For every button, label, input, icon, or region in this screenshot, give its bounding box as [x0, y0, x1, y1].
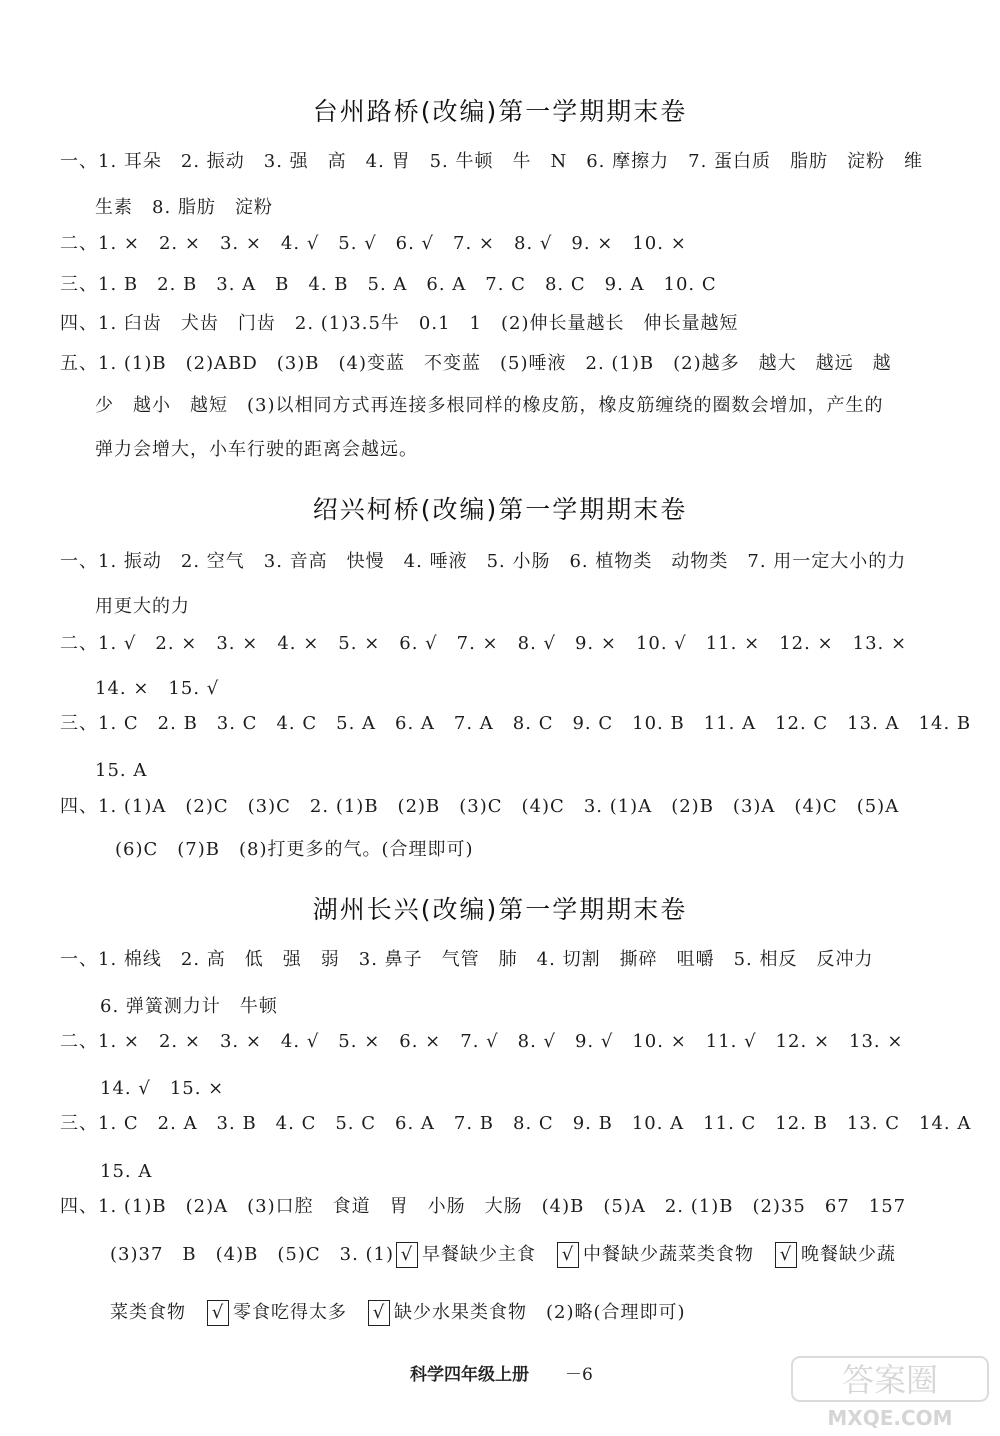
watermark-logo: [790, 1355, 990, 1430]
answer-line: 二、1. × 2. × 3. × 4. √ 5. × 6. × 7. √ 8. √ 9. √ 10. × 11. √ 12. × 13. ×: [60, 1031, 904, 1052]
answer-line: 生素 8. 脂肪 淀粉: [95, 197, 273, 218]
answer-line: 一、1. 耳朵 2. 振动 3. 强 高 4. 胃 5. 牛顿 牛 N 6. 摩擦力 7. 蛋白质 脂肪 淀粉 维: [60, 151, 924, 172]
answer-line: 一、1. 棉线 2. 高 低 强 弱 3. 鼻子 气管 肺 4. 切割 撕碎 咀嚼 5. 相反 反冲力: [60, 949, 874, 970]
answer-line: 一、1. 振动 2. 空气 3. 音高 快慢 4. 唾液 5. 小肠 6. 植物类 动物类 7. 用一定大小的力: [60, 551, 907, 572]
answer-line: 弹力会增大，小车行驶的距离会越远。: [95, 439, 418, 460]
answer-line: 四、1. (1)B (2)A (3)口腔 食道 胃 小肠 大肠 (4)B (5)A 2. (1)B (2)35 67 157: [60, 1196, 907, 1217]
answer-line: 14. √ 15. ×: [100, 1078, 225, 1099]
watermark-url: MXQE.COM: [827, 1406, 953, 1430]
check-box: √: [775, 1242, 797, 1268]
answer-line: 五、1. (1)B (2)ABD (3)B (4)变蓝 不变蓝 (5)唾液 2. (1)B (2)越多 越大 越远 越: [60, 353, 892, 374]
answer-line: 四、1. 臼齿 犬齿 门齿 2. (1)3.5牛 0.1 1 (2)伸长量越长 伸长量越短: [60, 313, 739, 334]
answer-line: 三、1. C 2. A 3. B 4. C 5. C 6. A 7. B 8. C 9. B 10. A 11. C 12. B 13. C 14. A: [60, 1113, 972, 1134]
answer-line: 三、1. B 2. B 3. A B 4. B 5. A 6. A 7. C 8. C 9. A 10. C: [60, 274, 717, 295]
answer-line: (6)C (7)B (8)打更多的气。(合理即可): [115, 839, 474, 860]
footer-subject: 科学四年级上册: [410, 1365, 529, 1385]
checkbox-label: 缺少水果类食物: [394, 1302, 527, 1323]
answer-line: 15. A: [95, 760, 148, 781]
section-title: 湖州长兴(改编)第一学期期末卷: [312, 895, 688, 924]
check-box: √: [557, 1242, 579, 1268]
check-box: √: [396, 1242, 418, 1268]
answer-text: 菜类食物: [110, 1302, 186, 1323]
checkbox-label: 零食吃得太多: [233, 1302, 347, 1323]
checkbox-label: 晚餐缺少蔬: [801, 1244, 897, 1265]
checkbox-label: 中餐缺少蔬菜类食物: [583, 1244, 755, 1265]
answer-line: 14. × 15. √: [95, 678, 220, 699]
check-box: √: [368, 1300, 390, 1326]
answer-line: 二、1. × 2. × 3. × 4. √ 5. √ 6. √ 7. × 8. √ 9. × 10. ×: [60, 233, 687, 254]
watermark-text: 答案圈: [841, 1361, 939, 1399]
answer-line: 二、1. √ 2. × 3. × 4. × 5. × 6. √ 7. × 8. √ 9. × 10. √ 11. × 12. × 13. ×: [60, 633, 908, 654]
checkbox-label: 早餐缺少主食: [422, 1244, 537, 1265]
answer-line: 6. 弹簧测力计 牛顿: [100, 996, 278, 1017]
answer-line: 三、1. C 2. B 3. C 4. C 5. A 6. A 7. A 8. C 9. C 10. B 11. A 12. C 13. A 14. B: [60, 713, 972, 734]
answer-line: 少 越小 越短 (3)以相同方式再连接多根同样的橡皮筋，橡皮筋缠绕的圈数会增加，产生的: [95, 395, 884, 416]
section-title: 绍兴柯桥(改编)第一学期期末卷: [312, 495, 688, 524]
checkbox-line: [110, 1242, 896, 1268]
check-box: √: [207, 1300, 229, 1326]
answer-line: 15. A: [100, 1161, 153, 1182]
answer-line: 四、1. (1)A (2)C (3)C 2. (1)B (2)B (3)C (4)C 3. (1)A (2)B (3)A (4)C (5)A: [60, 796, 900, 817]
answer-text: (3)37 B (4)B (5)C 3. (1): [110, 1244, 395, 1265]
answer-line: 用更大的力: [95, 596, 190, 617]
section-title: 台州路桥(改编)第一学期期末卷: [312, 97, 688, 126]
page-number: －6: [565, 1365, 593, 1385]
answer-text: (2)略(合理即可): [546, 1302, 686, 1323]
checkbox-line: [110, 1300, 686, 1326]
